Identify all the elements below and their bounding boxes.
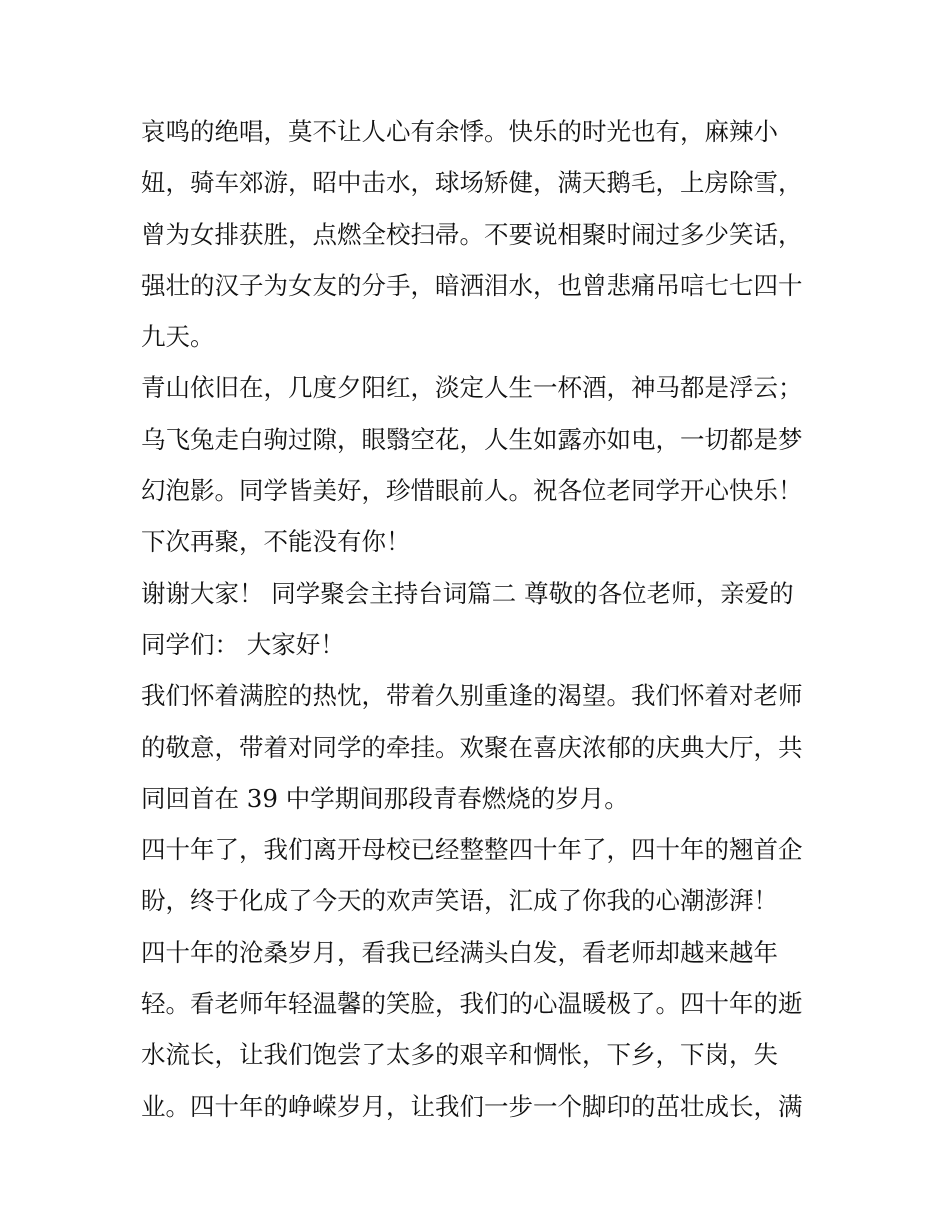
text-line: 盼，终于化成了今天的欢声笑语，汇成了你我的心潮澎湃！ [141,886,778,916]
text-line: 下次再聚，不能没有你！ [141,527,411,557]
text-line: 谢谢大家！ 同学聚会主持台词篇二 尊敬的各位老师，亲爱的 [141,578,794,608]
text-line: 九天。 [141,322,215,352]
text-line: 幻泡影。同学皆美好，珍惜眼前人。祝各位老同学开心快乐！ [141,476,803,506]
text-line: 轻。看老师年轻温馨的笑脸，我们的心温暖极了。四十年的逝 [141,989,803,1019]
document-body [141,106,821,1132]
text-line: 乌飞兔走白驹过隙，眼翳空花，人生如露亦如电，一切都是梦 [141,424,803,454]
text-line: 我们怀着满腔的热忱，带着久别重逢的渴望。我们怀着对老师 [141,681,803,711]
text-line: 青山依旧在，几度夕阳红，淡定人生一杯酒，神马都是浮云； [141,373,803,403]
text-line: 水流长，让我们饱尝了太多的艰辛和惆怅，下乡，下岗，失 [141,1040,778,1070]
text-line: 的敬意，带着对同学的牵挂。欢聚在喜庆浓郁的庆典大厅，共 [141,732,803,762]
text-line: 四十年的沧桑岁月，看我已经满头白发，看老师却越来越年 [141,937,778,967]
text-line: 业。四十年的峥嵘岁月，让我们一步一个脚印的茁壮成长，满 [141,1091,803,1121]
text-line: 强壮的汉子为女友的分手，暗洒泪水，也曾悲痛吊唁七七四十 [141,270,803,300]
text-line: 曾为女排获胜，点燃全校扫帚。不要说相聚时闹过多少笑话， [141,219,803,249]
text-line: 四十年了，我们离开母校已经整整四十年了，四十年的翘首企 [141,835,803,865]
text-line: 哀鸣的绝唱，莫不让人心有余悸。快乐的时光也有，麻辣小 [141,117,778,146]
text-line: 同学们： 大家好！ [141,629,345,659]
text-line: 同回首在 39 中学期间那段青春燃烧的岁月。 [141,783,629,813]
text-line: 妞，骑车郊游，昭中击水，球场矫健，满天鹅毛，上房除雪， [141,168,803,198]
